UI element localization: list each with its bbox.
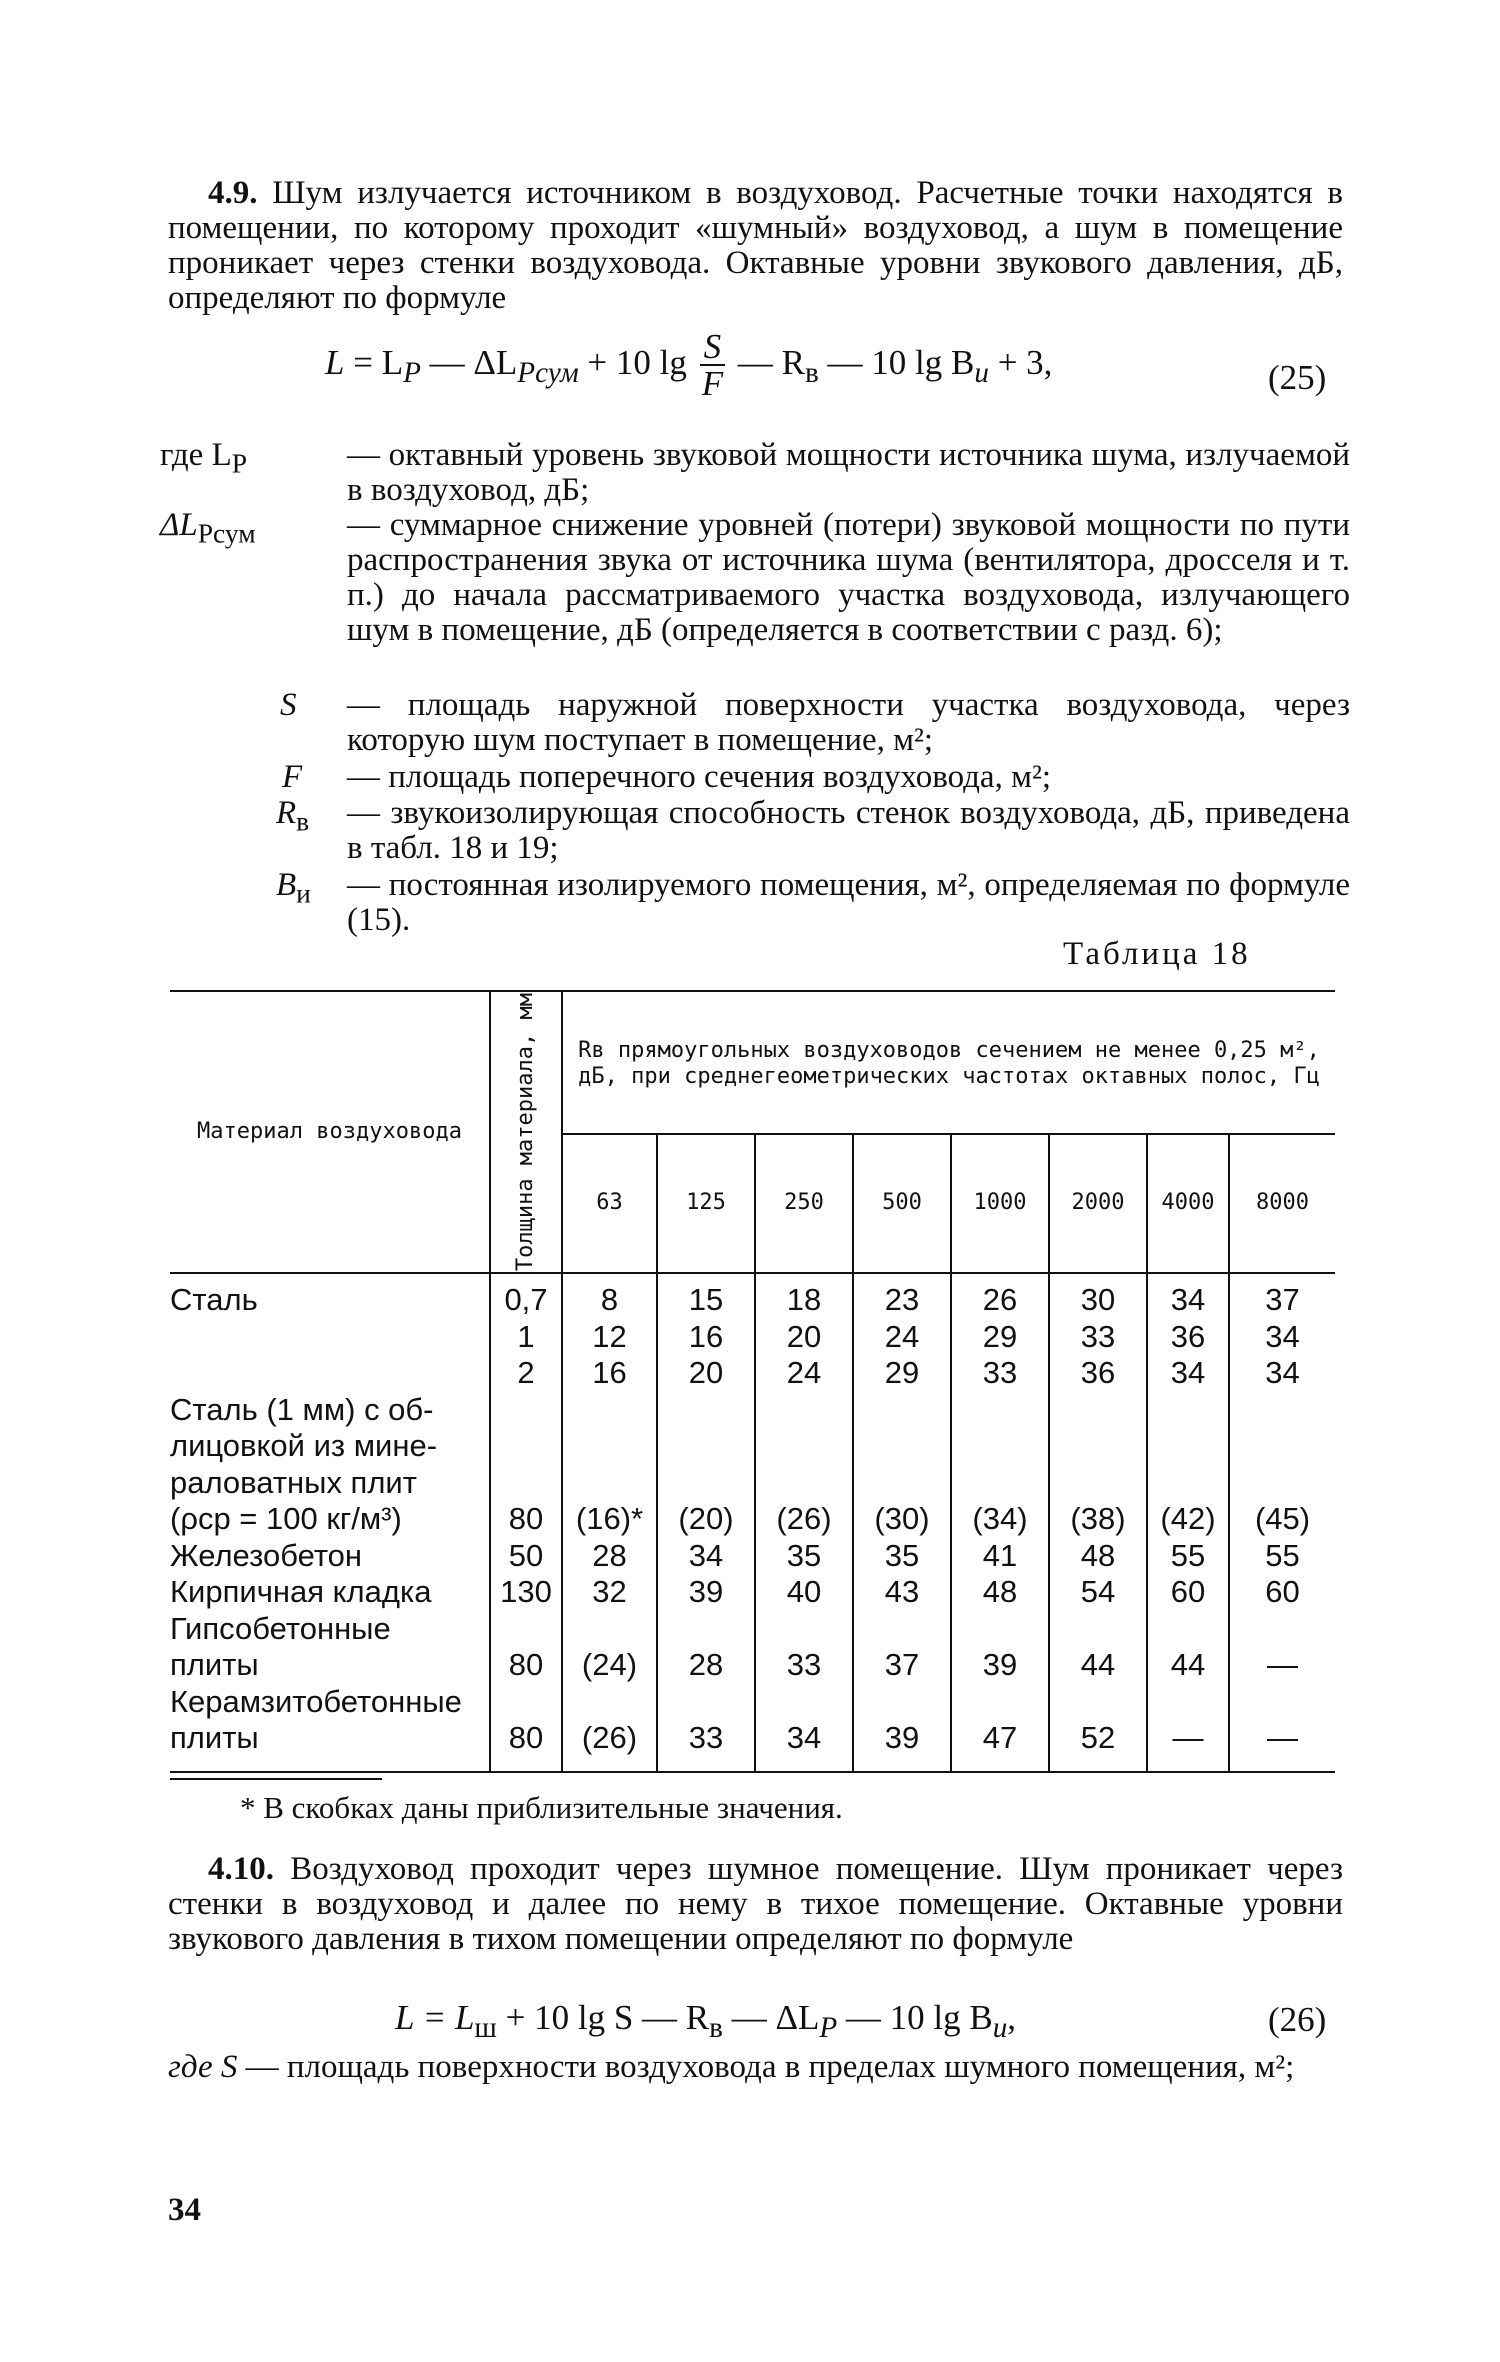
formula-25-number: (25): [1268, 358, 1327, 397]
thickness-column: [490, 1273, 562, 1772]
fraction-denominator: F: [701, 364, 724, 403]
cell-line: 18: [786, 1282, 822, 1318]
cell-line: [1050, 1428, 1146, 1465]
formula-25: [325, 327, 1053, 403]
cell-line: (26): [776, 1501, 832, 1537]
cell-line: 35: [786, 1537, 822, 1573]
definition-text: — площадь поперечного сечения воздуховода, м²;: [347, 759, 1052, 795]
cell-line: [563, 1428, 656, 1465]
cell-line: 40: [786, 1574, 822, 1610]
cell-line: [854, 1392, 950, 1429]
cell-line: [563, 1465, 656, 1502]
formula-26-term: L = L: [395, 1998, 475, 2037]
cell-line: 37: [884, 1647, 920, 1683]
definition-symbol: [276, 868, 311, 911]
cell-line: [854, 1465, 950, 1502]
cell-line: 29: [982, 1318, 1018, 1354]
symbol-sub: P: [231, 447, 248, 479]
cell-line: [1230, 1684, 1335, 1721]
cell-line: [1148, 1392, 1228, 1429]
material-column: [170, 1273, 490, 1772]
cell-line: 39: [884, 1720, 920, 1756]
frequency-header: 2000: [1049, 1134, 1147, 1274]
section-4-9-number: 4.9.: [208, 175, 258, 211]
frequency-header: 4000: [1147, 1134, 1229, 1274]
cell-line: 44: [1080, 1647, 1116, 1683]
cell-line: 15: [688, 1282, 724, 1318]
symbol-text: где L: [160, 437, 232, 473]
cell-line: (16)*: [575, 1501, 644, 1537]
cell-line: 33: [786, 1647, 822, 1683]
definition-text: — звукоизолирующая способность стенок воздуховода, дБ, приведена в табл. 18 и 19;: [347, 795, 1350, 866]
cell-line: (45): [1254, 1501, 1311, 1537]
cell-line: 48: [1080, 1537, 1116, 1573]
cell-line: лицовкой из мине-: [170, 1428, 438, 1464]
cell-line: 2: [517, 1355, 535, 1391]
symbol-text: F: [282, 759, 303, 795]
definition-text: — постоянная изолируемого помещения, м², определяемая по формуле (15).: [347, 867, 1350, 938]
cell-line: (20): [678, 1501, 734, 1537]
cell-line: 36: [1080, 1355, 1116, 1391]
definition-f: [160, 760, 1350, 796]
cell-line: [854, 1428, 950, 1465]
cell-line: 28: [592, 1537, 627, 1573]
symbol-text: ΔL: [160, 507, 198, 543]
cell-line: [756, 1684, 852, 1721]
cell-line: [1050, 1611, 1146, 1648]
cell-line: 80: [508, 1501, 544, 1537]
definition-rv: [160, 796, 1350, 868]
cell-line: плиты: [170, 1720, 259, 1756]
cell-line: 29: [884, 1355, 920, 1391]
frequency-value-column: [951, 1273, 1049, 1772]
cell-line: [1148, 1465, 1228, 1502]
definition-symbol: [280, 688, 297, 723]
cell-line: [952, 1428, 1048, 1465]
cell-line: 30: [1080, 1282, 1116, 1318]
cell-line: [1230, 1611, 1335, 1648]
footnote: * В скобках даны приблизительные значения.: [240, 1790, 843, 1825]
formula-26-term: — ΔL: [722, 1998, 820, 2037]
cell-line: (ρср = 100 кг/м³): [170, 1501, 402, 1537]
cell-line: 20: [688, 1355, 724, 1391]
cell-line: [658, 1428, 754, 1465]
cell-line: —: [1267, 1647, 1299, 1683]
definitions-list: [160, 438, 1350, 940]
cell-line: [1050, 1465, 1146, 1502]
cell-line: [854, 1611, 950, 1648]
symbol-text: R: [276, 795, 297, 831]
cell-line: [952, 1684, 1048, 1721]
definition-symbol: [282, 760, 302, 795]
cell-line: [952, 1611, 1048, 1648]
cell-line: 80: [508, 1720, 544, 1756]
cell-line: 39: [982, 1647, 1018, 1683]
section-4-10-text: Воздуховод проходит через шумное помещение. Шум проникает через стенки в воздуховод и далее по нему в тихое помещение. Октавные уровни звукового давления в тихом помещении определяют по формуле: [168, 1851, 1344, 1957]
formula-26-sub: и: [992, 2012, 1008, 2044]
formula-26-term: — 10 lg B: [837, 1998, 993, 2037]
section-4-10-number: 4.10.: [208, 1851, 274, 1887]
cell-line: 34: [1170, 1282, 1206, 1318]
cell-line: 34: [688, 1537, 724, 1573]
cell-line: 34: [786, 1720, 822, 1756]
cell-line: 36: [1170, 1318, 1206, 1354]
cell-line: [491, 1611, 561, 1648]
cell-line: 1: [517, 1318, 535, 1354]
cell-line: Железобетон: [170, 1537, 363, 1573]
cell-line: (26): [581, 1720, 638, 1756]
formula-26-term: ,: [1007, 1998, 1017, 2037]
definition-symbol: [160, 508, 256, 551]
cell-line: 12: [592, 1318, 627, 1354]
frequency-header: 8000: [1229, 1134, 1335, 1274]
cell-line: [1230, 1465, 1335, 1502]
cell-line: Гипсобетонные: [170, 1610, 391, 1646]
cell-line: (30): [874, 1501, 930, 1537]
cell-line: [658, 1392, 754, 1429]
cell-line: [491, 1428, 561, 1465]
formula-26-sub: ш: [474, 2012, 497, 2044]
section-4-9-text: Шум излучается источником в воздуховод. Расчетные точки находятся в помещении, по которому проходит «шумный» воздуховод, а шум в помещение проникает через стенки воздуховода. Октавные уровни звукового давления, дБ, определяют по формуле: [168, 175, 1343, 316]
cell-line: 20: [786, 1318, 822, 1354]
formula-25-lhs: L: [325, 343, 345, 383]
cell-line: 28: [688, 1647, 724, 1683]
cell-line: (34): [972, 1501, 1028, 1537]
definition-s: [160, 688, 1350, 760]
cell-line: 41: [982, 1537, 1018, 1573]
cell-line: 32: [592, 1574, 627, 1610]
cell-line: [1148, 1611, 1228, 1648]
formula-25-term: + 3,: [988, 343, 1053, 383]
cell-line: [170, 1355, 485, 1392]
definition-symbol: [160, 438, 247, 481]
formula-25-term: = L: [353, 343, 404, 383]
frequency-value-column: [657, 1273, 755, 1772]
cell-line: 23: [884, 1282, 920, 1318]
cell-line: 55: [1265, 1537, 1300, 1573]
cell-line: 54: [1080, 1574, 1116, 1610]
cell-line: плиты: [170, 1647, 259, 1683]
cell-line: 43: [884, 1574, 920, 1610]
cell-line: [658, 1611, 754, 1648]
footnote-rule: [170, 1778, 382, 1780]
formula-25-term: — ΔL: [420, 343, 518, 383]
cell-line: 24: [786, 1355, 822, 1391]
cell-line: Керамзитобетонные: [170, 1683, 462, 1719]
definition-lp: [160, 438, 1350, 508]
cell-line: (24): [581, 1647, 638, 1683]
formula-25-sub: Pсум: [517, 357, 579, 390]
cell-line: [1230, 1428, 1335, 1465]
frequency-header: 250: [755, 1134, 853, 1274]
cell-line: 34: [1265, 1355, 1300, 1391]
cell-line: раловатных плит: [170, 1464, 417, 1500]
cell-line: [952, 1392, 1048, 1429]
frequency-value-column: [1229, 1273, 1335, 1772]
cell-line: —: [1267, 1720, 1299, 1756]
cell-line: 24: [884, 1318, 920, 1354]
table-grid: [170, 990, 1335, 1773]
symbol-sub: Pсум: [197, 517, 256, 549]
cell-line: [1050, 1684, 1146, 1721]
cell-line: [1230, 1392, 1335, 1429]
cell-line: 55: [1170, 1537, 1206, 1573]
cell-line: [952, 1465, 1048, 1502]
cell-line: Сталь: [170, 1282, 258, 1318]
cell-line: 50: [508, 1537, 544, 1573]
symbol-sub: в: [296, 805, 310, 837]
frequency-value-column: [1049, 1273, 1147, 1772]
header-material-text: Материал воздуховода: [197, 1119, 462, 1145]
cell-line: 26: [982, 1282, 1018, 1318]
cell-line: 39: [688, 1574, 724, 1610]
cell-line: [756, 1465, 852, 1502]
cell-line: 8: [600, 1282, 619, 1318]
cell-line: [491, 1684, 561, 1721]
frequency-value-column: [1147, 1273, 1229, 1772]
cell-line: [563, 1392, 656, 1429]
formula-26-sub: P: [819, 2012, 838, 2044]
definition-bi: [160, 868, 1350, 940]
cell-line: 16: [592, 1355, 627, 1391]
cell-line: Сталь (1 мм) с об-: [170, 1391, 434, 1427]
symbol-text: S: [280, 687, 297, 723]
symbol-text: B: [276, 867, 297, 903]
frequency-value-column: [853, 1273, 951, 1772]
cell-line: —: [1172, 1720, 1204, 1756]
cell-line: 33: [688, 1720, 724, 1756]
cell-line: (42): [1160, 1501, 1216, 1537]
symbol-sub: и: [296, 877, 311, 909]
cell-line: [854, 1684, 950, 1721]
frequency-header: 1000: [951, 1134, 1049, 1274]
formula-26-sub: в: [709, 2012, 723, 2044]
cell-line: [563, 1684, 656, 1721]
frequency-value-column: [562, 1273, 657, 1772]
table-body-row: [170, 1273, 1335, 1772]
cell-line: [756, 1392, 852, 1429]
definition-text: — площадь наружной поверхности участка воздуховода, через которую шум поступает в помещение, м²;: [347, 687, 1350, 758]
cell-line: 16: [688, 1318, 724, 1354]
cell-line: 80: [508, 1647, 544, 1683]
cell-line: 34: [1170, 1355, 1206, 1391]
cell-line: [756, 1428, 852, 1465]
section-4-9-paragraph: [168, 176, 1343, 316]
cell-line: [658, 1465, 754, 1502]
formula-25-sub: P: [403, 357, 421, 390]
cell-line: 47: [982, 1720, 1018, 1756]
cell-line: [658, 1684, 754, 1721]
formula-26: [395, 1998, 1016, 2045]
cell-line: 52: [1080, 1720, 1116, 1756]
cell-line: [170, 1319, 485, 1356]
cell-line: Кирпичная кладка: [170, 1574, 432, 1610]
frequency-header: 63: [562, 1134, 657, 1274]
cell-line: 60: [1265, 1574, 1300, 1610]
formula-25-term: + 10 lg: [578, 343, 696, 383]
cell-line: [491, 1465, 561, 1502]
cell-line: 130: [500, 1574, 552, 1610]
fraction-numerator: S: [700, 330, 726, 366]
frequency-header: 500: [853, 1134, 951, 1274]
table-18: [170, 990, 1335, 1773]
formula-26-number: (26): [1268, 2000, 1327, 2039]
where-s-symbol: где S: [168, 2049, 238, 2085]
header-thickness: [490, 991, 562, 1273]
cell-line: 33: [982, 1355, 1018, 1391]
cell-line: 35: [884, 1537, 920, 1573]
formula-25-term: — 10 lg B: [818, 343, 975, 383]
cell-line: [1148, 1684, 1228, 1721]
definition-symbol: [276, 796, 309, 839]
header-material: [170, 991, 490, 1273]
header-group: [562, 991, 1335, 1134]
cell-line: 60: [1170, 1574, 1206, 1610]
header-thickness-text: Толщина материала, мм: [513, 993, 538, 1272]
formula-26-term: + 10 lg S — R: [496, 1998, 710, 2037]
cell-line: 0,7: [504, 1282, 548, 1318]
where-s-paragraph: [168, 2050, 1343, 2085]
frequency-header: 125: [657, 1134, 755, 1274]
formula-25-term: — R: [729, 343, 805, 383]
formula-25-sub: и: [974, 357, 989, 390]
frequency-value-column: [755, 1273, 853, 1772]
cell-line: 34: [1265, 1318, 1300, 1354]
cell-line: 33: [1080, 1318, 1116, 1354]
cell-line: [1050, 1392, 1146, 1429]
where-s-text: — площадь поверхности воздуховода в пределах шумного помещения, м²;: [245, 2049, 1295, 2085]
cell-line: [1148, 1428, 1228, 1465]
cell-line: [563, 1611, 656, 1648]
section-4-10-paragraph: [168, 1852, 1343, 1957]
table-caption: Таблица 18: [1063, 936, 1251, 972]
formula-25-fraction: [700, 327, 726, 403]
cell-line: [491, 1392, 561, 1429]
definition-text: — октавный уровень звуковой мощности источника шума, излучаемой в воздуховод, дБ;: [347, 437, 1350, 508]
cell-line: 37: [1265, 1282, 1300, 1318]
cell-line: (38): [1070, 1501, 1126, 1537]
cell-line: [756, 1611, 852, 1648]
cell-line: 48: [982, 1574, 1018, 1610]
definition-delta-lp: [160, 508, 1350, 688]
page-number: 34: [168, 2192, 201, 2228]
definition-text: — суммарное снижение уровней (потери) звуковой мощности по пути распространения звука от источника шума (вентилятора, дросселя и т. п.) до начала рассматриваемого участка воздуховода, излучающего шум в помещение, дБ (определяется в соответствии с разд. 6);: [347, 507, 1350, 648]
header-group-text: Rв прямоугольных воздуховодов сечением не менее 0,25 м², дБ, при среднегеометрических частотах октавных полос, Гц: [578, 1038, 1320, 1090]
formula-25-sub: в: [805, 357, 819, 390]
cell-line: 44: [1170, 1647, 1206, 1683]
